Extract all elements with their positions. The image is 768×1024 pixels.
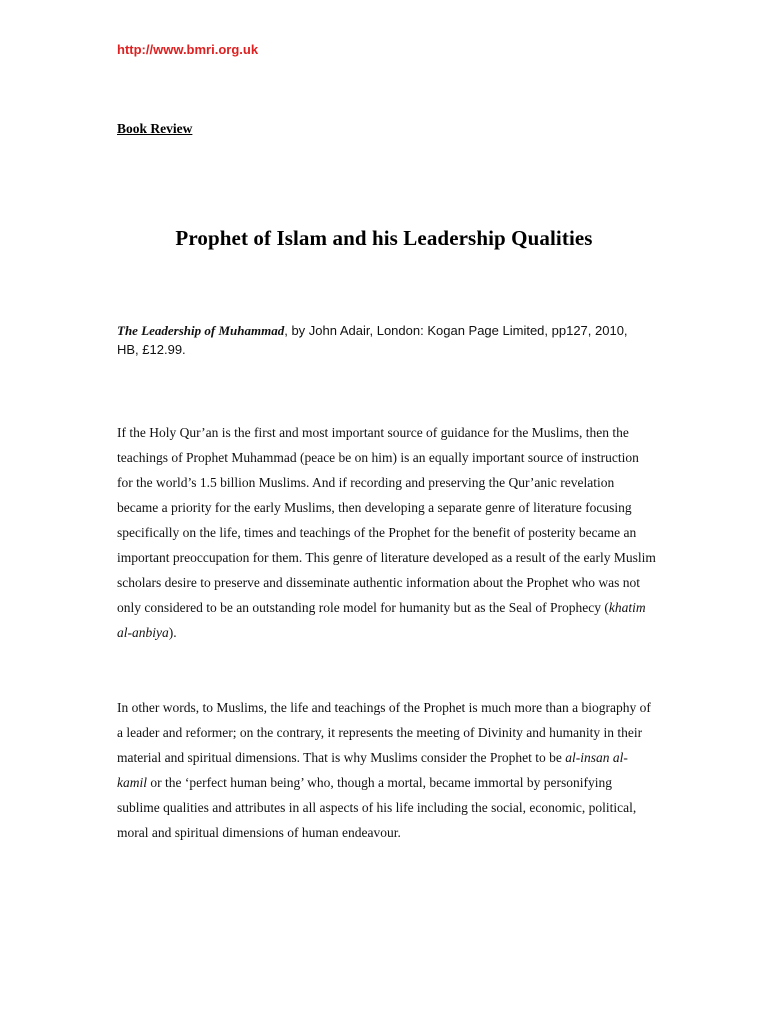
paragraph-text: If the Holy Qur’an is the first and most important source of guidance for the Muslims, then the teachings of Prophet Muhammad (peace be on him) is an equally important source of instruction for the world’s 1.5 billion Muslims. And if recording and preserving the Qur’anic revelation became a priority for the early Muslims, then developing a separate genre of literature focusing specifically on the life, times and teachings of the Prophet for the benefit of posterity became an important preoccupation for them. This genre of literature developed as a result of the early Muslim scholars desire to preserve and disseminate authentic information about the Prophet who was not only considered to be an outstanding role model for humanity but as the Seal of Prophecy ( xyxy=(117,425,656,615)
paragraph-italic-term: al-insan al-kamil xyxy=(117,750,628,790)
paragraph-italic-term: khatim al-anbiya xyxy=(117,600,646,640)
review-title: Prophet of Islam and his Leadership Qualities xyxy=(175,226,593,250)
paragraph-text: ). xyxy=(168,625,177,640)
paragraph-text: In other words, to Muslims, the life and teachings of the Prophet is much more than a biography of a leader and reformer; on the contrary, it represents the meeting of Divinity and humanity in their material and spiritual dimensions. That is why Muslims consider the Prophet to be xyxy=(117,700,651,765)
book-title: The Leadership of Muhammad xyxy=(117,323,285,338)
body-paragraph xyxy=(117,420,657,645)
book-citation xyxy=(117,321,637,359)
section-label: Book Review xyxy=(117,121,193,136)
book-details: , by John Adair, London: Kogan Page Limited, pp127, 2010, HB, £12.99. xyxy=(117,323,628,357)
body-paragraph xyxy=(117,695,657,845)
paragraph-text: or the ‘perfect human being’ who, though a mortal, became immortal by personifying sublime qualities and attributes in all aspects of his life including the social, economic, political, moral and spiritual dimensions of human endeavour. xyxy=(117,775,637,840)
website-link[interactable]: http://www.bmri.org.uk xyxy=(117,42,259,57)
